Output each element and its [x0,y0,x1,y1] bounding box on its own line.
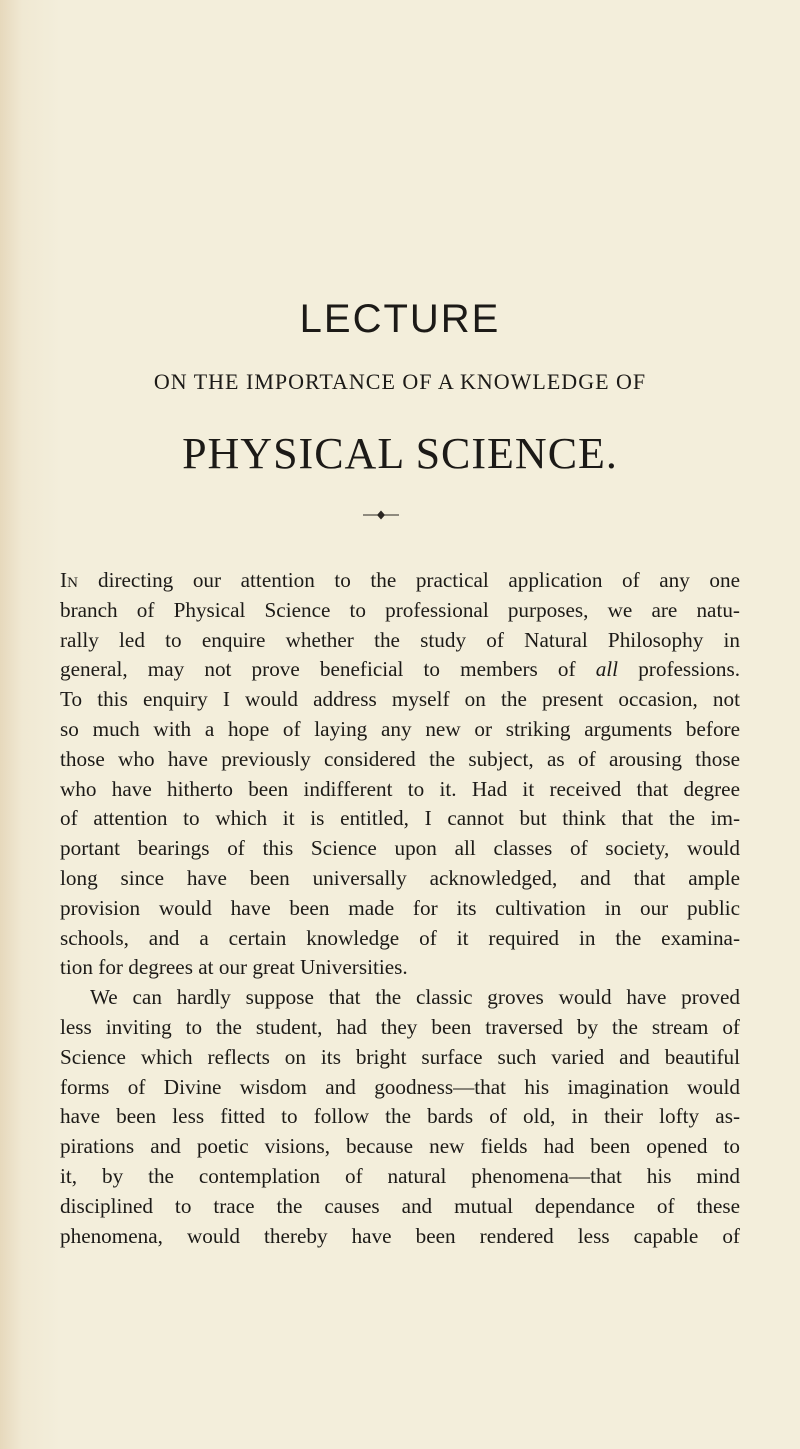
text-line-16: less inviting to the student, had they been traversed by the stream of [60,1014,740,1039]
drop-initial: I [60,568,68,592]
text-line-20: pirations and poetic visions, because new fields had been opened to [60,1134,740,1159]
text-line-18: forms of Divine wisdom and goodness—that his imagination would [60,1074,740,1099]
italic-emphasis: all [595,657,619,682]
text-line-23: phenomena, would thereby have been rendered less capable of [60,1223,740,1248]
text-line-14: tion for degrees at our great Universities. [60,955,408,980]
ornament-rule-icon [363,508,399,522]
text-line-6: so much with a hope of laying any new or striking arguments before [60,716,740,741]
text-line-5: To this enquiry I would address myself on the present occasion, not [60,687,740,712]
text-line-15: We can hardly suppose that the classic groves would have proved [90,985,740,1010]
text-line-12: provision would have been made for its cultivation in our public [60,895,740,920]
text-line-1: IN directing our attention to the practical application of any one [60,568,740,592]
body-text [60,566,740,1251]
text-line-7: those who have previously considered the subject, as of arousing those [60,746,740,771]
lecture-title: LECTURE [299,297,501,341]
text-line-19: have been less fitted to follow the bards of old, in their lofty as- [60,1104,740,1129]
text-line-4: general, may not prove beneficial to members of all professions. [60,657,741,682]
text-line-17: Science which reflects on its bright surface such varied and beautiful [60,1044,740,1069]
text-line-9: of attention to which it is entitled, I cannot but think that the im- [60,806,740,831]
lecture-subtitle: ON THE IMPORTANCE OF A KNOWLEDGE OF [153,369,647,394]
small-caps-rest: N [67,575,79,591]
lecture-main-title: PHYSICAL SCIENCE. [182,429,618,478]
text-line-22: disciplined to trace the causes and mutual dependance of these [60,1193,740,1218]
text-line-11: long since have been universally acknowledged, and that ample [60,865,740,890]
text-line-3: rally led to enquire whether the study of Natural Philosophy in [60,627,740,652]
text-line-21: it, by the contemplation of natural phenomena—that his mind [60,1163,740,1188]
text-line-13: schools, and a certain knowledge of it required in the examina- [60,925,740,950]
text-line-8: who have hitherto been indifferent to it. Had it received that degree [60,776,740,801]
text-line-2: branch of Physical Science to professional purposes, we are natu- [60,597,740,622]
text-line-10: portant bearings of this Science upon all classes of society, would [60,836,740,861]
